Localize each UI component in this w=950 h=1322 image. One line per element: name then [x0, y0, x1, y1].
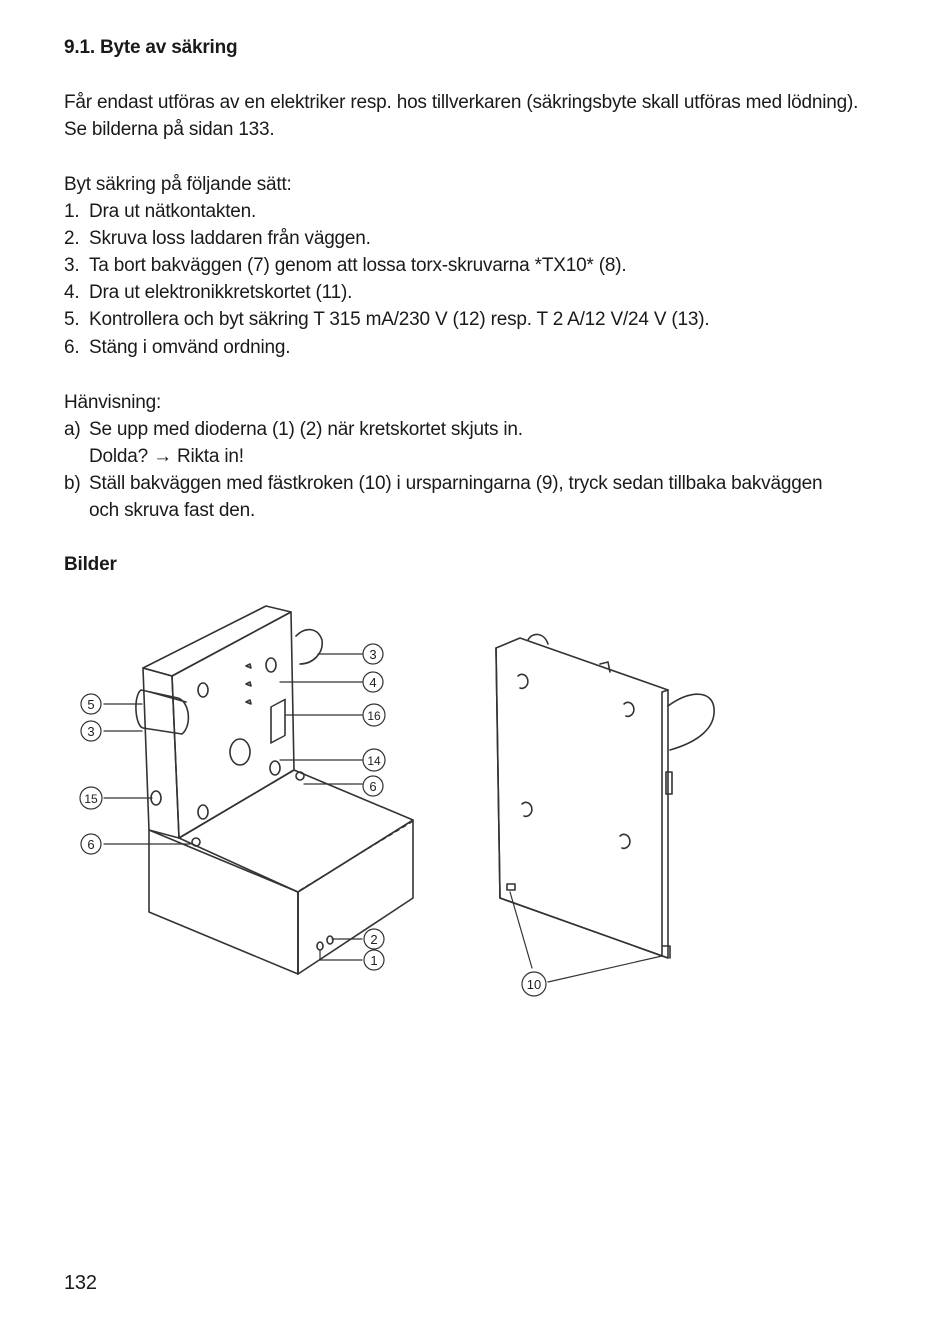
- callout-1: [364, 950, 384, 970]
- step-text: Dra ut elektronikkretskortet (11).: [89, 282, 353, 303]
- callout-leaders-right: [510, 892, 662, 982]
- charger-drawings: [0, 590, 950, 1010]
- note-item: [64, 416, 523, 443]
- callout-label: 5: [87, 697, 95, 712]
- note-text: Se upp med dioderna (1) (2) när kretskortet skjuts in.: [89, 419, 523, 440]
- step-text: Dra ut nätkontakten.: [89, 201, 257, 222]
- step-item: [64, 252, 626, 279]
- notes-heading: Hänvisning:: [64, 392, 162, 413]
- step-text: Ta bort bakväggen (7) genom att lossa torx-skruvarna *TX10* (8).: [89, 255, 627, 276]
- callout-label: 2: [370, 932, 378, 947]
- step-number: 4.: [64, 282, 80, 303]
- note-continuation: och skruva fast den.: [89, 500, 256, 521]
- callout-label: 6: [369, 779, 377, 794]
- step-number: 1.: [64, 201, 80, 222]
- step-number: 5.: [64, 309, 80, 330]
- callout-label: 1: [370, 953, 378, 968]
- step-number: 2.: [64, 228, 80, 249]
- step-item: [64, 198, 256, 225]
- steps-heading: Byt säkring på följande sätt:: [64, 174, 292, 195]
- callout-label: 16: [367, 709, 381, 723]
- callout-4: [363, 672, 383, 692]
- callout-leaders-left: [104, 654, 362, 960]
- callout-3: [81, 721, 101, 741]
- callout-15: [80, 787, 102, 809]
- callout-label: 15: [84, 792, 98, 806]
- page-number: 132: [64, 1272, 97, 1294]
- section-title: 9.1. Byte av säkring: [64, 37, 238, 58]
- note-continuation: Dolda? → Rikta in!: [89, 446, 244, 467]
- note-item: [64, 470, 822, 497]
- step-text: Kontrollera och byt säkring T 315 mA/230 V (12) resp. T 2 A/12 V/24 V (13).: [89, 309, 710, 330]
- callout-3: [363, 644, 383, 664]
- callout-label: 6: [87, 837, 95, 852]
- figures-heading: Bilder: [64, 554, 117, 575]
- note-letter: b): [64, 473, 81, 494]
- step-item: [64, 334, 290, 361]
- callout-label: 3: [87, 724, 95, 739]
- callout-2: [364, 929, 384, 949]
- note-text: Ställ bakväggen med fästkroken (10) i ursparningarna (9), tryck sedan tillbaka bakväggen: [89, 473, 823, 494]
- intro-line-1: Får endast utföras av en elektriker resp. hos tillverkaren (säkringsbyte skall utföras med lödning).: [64, 92, 859, 113]
- step-item: [64, 306, 709, 333]
- step-text: Stäng i omvänd ordning.: [89, 337, 291, 358]
- step-item: [64, 225, 371, 252]
- step-item: [64, 279, 352, 306]
- callout-5: [81, 694, 101, 714]
- callout-14: [363, 749, 385, 771]
- step-text: Skruva loss laddaren från väggen.: [89, 228, 371, 249]
- callout-label: 3: [369, 647, 377, 662]
- callout-label: 14: [367, 754, 381, 768]
- step-number: 6.: [64, 337, 80, 358]
- callout-10: [522, 972, 546, 996]
- back-plate-drawing: [496, 634, 714, 958]
- callout-16: [363, 704, 385, 726]
- intro-line-2: Se bilderna på sidan 133.: [64, 119, 275, 140]
- note-letter: a): [64, 419, 81, 440]
- step-number: 3.: [64, 255, 80, 276]
- callout-6: [363, 776, 383, 796]
- callout-6: [81, 834, 101, 854]
- callout-label: 4: [369, 675, 377, 690]
- callout-label: 10: [526, 977, 542, 992]
